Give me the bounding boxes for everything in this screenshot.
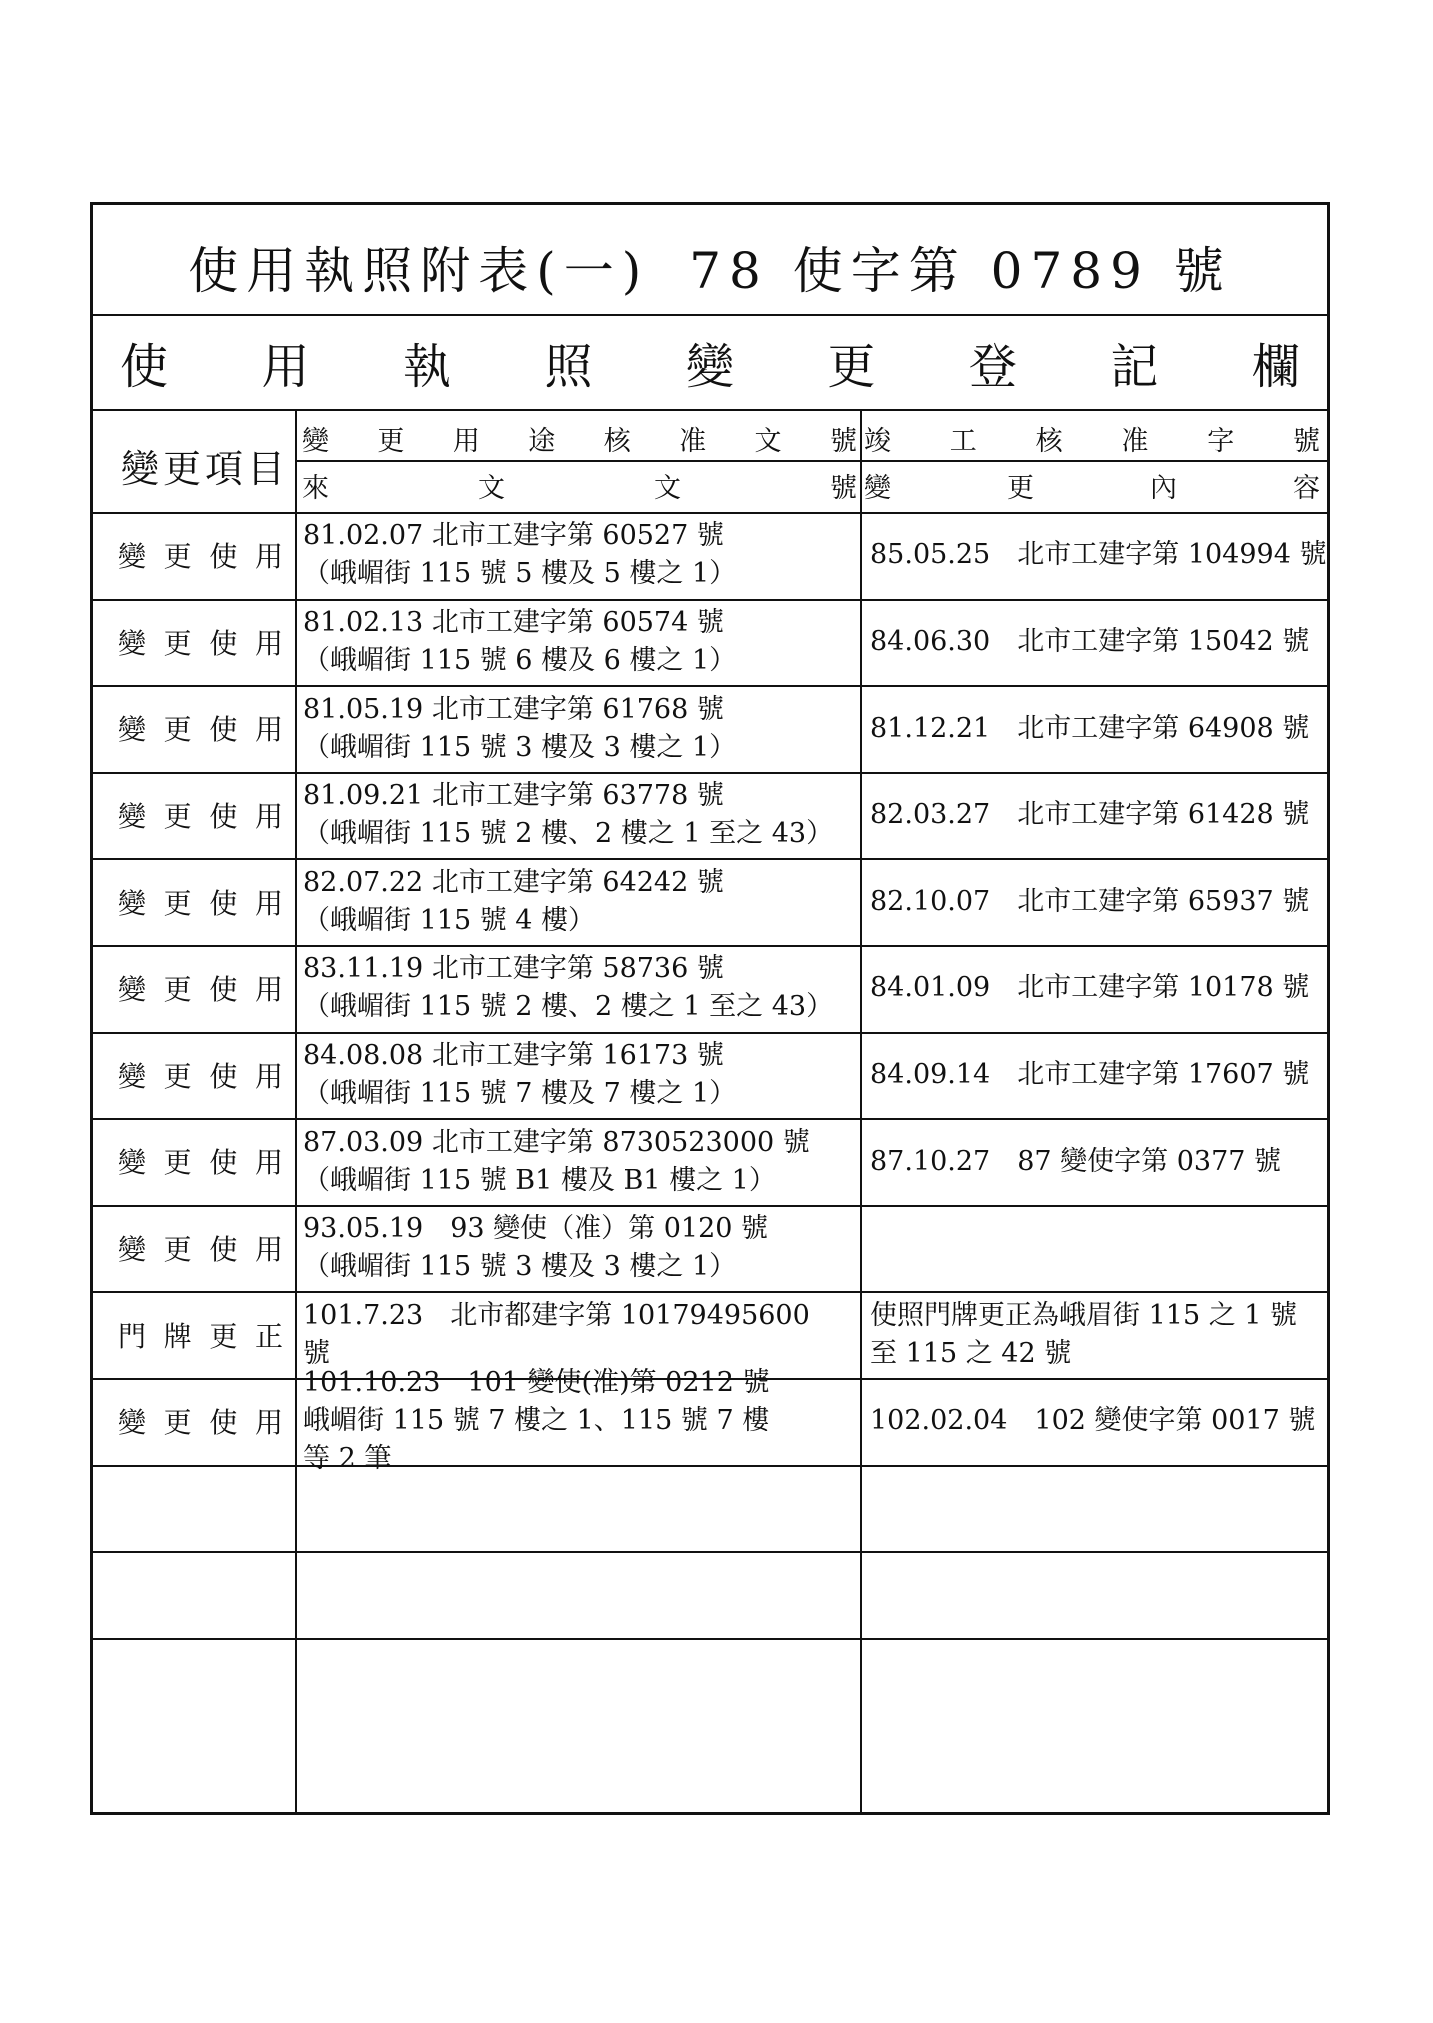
header-char: 准 — [679, 425, 707, 457]
item-char: 使 — [209, 1233, 238, 1267]
approval-doc-line: （峨嵋街 115 號 5 樓及 5 樓之 1） — [303, 558, 737, 590]
divider — [90, 314, 1330, 316]
header-char: 文 — [478, 472, 505, 504]
completion-cell — [870, 710, 1309, 748]
approval-doc-cell — [303, 517, 736, 593]
approval-doc-line: 84.08.08 北市工建字第 16173 號 — [303, 1039, 724, 1071]
approval-doc-cell — [303, 1297, 810, 1373]
item-char: 使 — [209, 800, 238, 834]
item-char: 更 — [163, 886, 192, 920]
item-char: 使 — [209, 1146, 238, 1180]
header-approval-doc-no — [302, 418, 857, 458]
header-char: 號 — [1292, 425, 1320, 457]
row-change-item — [118, 1291, 283, 1378]
item-char: 用 — [254, 800, 283, 834]
approval-doc-line: 81.02.07 北市工建字第 60527 號 — [303, 520, 724, 552]
approval-doc-line: 87.03.09 北市工建字第 8730523000 號 — [303, 1126, 810, 1158]
completion-cell — [870, 536, 1326, 574]
row-change-item — [118, 1378, 283, 1465]
item-char: 變 — [118, 1059, 147, 1093]
approval-doc-line: 峨嵋街 115 號 7 樓之 1、115 號 7 樓 — [303, 1405, 770, 1437]
approval-doc-line: 101.7.23 北市都建字第 10179495600 — [303, 1299, 810, 1331]
completion-line: 82.03.27 北市工建字第 61428 號 — [870, 799, 1310, 831]
completion-line: 85.05.25 北市工建字第 104994 號 — [870, 539, 1327, 571]
completion-line: 使照門牌更正為峨眉街 115 之 1 號 — [870, 1299, 1298, 1331]
completion-line: 84.06.30 北市工建字第 15042 號 — [870, 625, 1310, 657]
grid-line — [295, 460, 1330, 462]
completion-line: 102.02.04 102 變使字第 0017 號 — [870, 1405, 1316, 1437]
item-char: 用 — [254, 1146, 283, 1180]
item-char: 變 — [118, 626, 147, 660]
item-char: 使 — [209, 886, 238, 920]
header-char: 工 — [949, 425, 977, 457]
header-char: 更 — [1007, 472, 1034, 504]
title-char: 用 — [261, 338, 310, 395]
approval-doc-cell — [303, 950, 833, 1026]
divider — [90, 409, 1330, 411]
item-char: 更 — [163, 540, 192, 574]
item-char: 使 — [209, 713, 238, 747]
item-char: 使 — [209, 1406, 238, 1440]
header-char: 核 — [603, 425, 631, 457]
approval-doc-line: （峨嵋街 115 號 3 樓及 3 樓之 1） — [303, 1251, 737, 1283]
title-char: 登 — [968, 338, 1017, 395]
item-char: 用 — [254, 973, 283, 1007]
approval-doc-cell — [303, 1037, 736, 1113]
completion-line: 至 115 之 42 號 — [870, 1337, 1072, 1369]
approval-doc-line: 等 2 筆 — [303, 1443, 392, 1475]
approval-doc-line: 101.10.23 101 變使(准)第 0212 號 — [303, 1367, 770, 1399]
item-char: 更 — [163, 626, 192, 660]
header-char: 文 — [754, 425, 782, 457]
item-char: 用 — [254, 540, 283, 574]
item-char: 變 — [118, 1233, 147, 1267]
row-change-item — [118, 1551, 283, 1638]
approval-doc-cell — [303, 604, 736, 680]
row-change-item — [118, 685, 283, 772]
title-char: 使 — [120, 338, 169, 395]
row-change-item — [118, 599, 283, 686]
completion-cell — [870, 796, 1309, 834]
completion-line: 84.01.09 北市工建字第 10178 號 — [870, 972, 1310, 1004]
item-char: 用 — [254, 1406, 283, 1440]
completion-cell — [870, 1056, 1309, 1094]
approval-doc-line: 81.09.21 北市工建字第 63778 號 — [303, 780, 724, 812]
item-char: 更 — [163, 713, 192, 747]
approval-doc-line: （峨嵋街 115 號 4 樓） — [303, 904, 596, 936]
approval-doc-line: 81.05.19 北市工建字第 61768 號 — [303, 693, 724, 725]
permit-sheet — [90, 202, 1330, 1815]
header-char: 內 — [1150, 472, 1177, 504]
approval-doc-line: （峨嵋街 115 號 3 樓及 3 樓之 1） — [303, 731, 737, 763]
title-char: 欄 — [1251, 338, 1300, 395]
approval-doc-line: 93.05.19 93 變使（准）第 0120 號 — [303, 1213, 769, 1245]
approval-doc-line: （峨嵋街 115 號 6 樓及 6 樓之 1） — [303, 644, 737, 676]
approval-doc-line: 號 — [303, 1337, 330, 1369]
header-change-content — [864, 464, 1320, 506]
item-char: 變 — [118, 973, 147, 1007]
completion-line: 84.09.14 北市工建字第 17607 號 — [870, 1058, 1310, 1090]
approval-doc-cell — [303, 1364, 769, 1478]
row-change-item — [118, 1465, 283, 1552]
approval-doc-cell — [303, 1124, 810, 1200]
row-change-item — [118, 1032, 283, 1119]
title-char: 更 — [827, 338, 876, 395]
item-char: 使 — [209, 1059, 238, 1093]
item-char: 用 — [254, 1059, 283, 1093]
header-char: 核 — [1035, 425, 1063, 457]
row-change-item — [118, 858, 283, 945]
item-char: 更 — [209, 1319, 238, 1353]
header-char: 竣 — [864, 425, 891, 457]
item-char: 用 — [254, 713, 283, 747]
header-char: 號 — [830, 472, 857, 504]
row-change-item — [118, 772, 283, 859]
header-char: 文 — [654, 472, 681, 504]
item-char: 變 — [118, 1406, 147, 1440]
completion-cell — [870, 969, 1309, 1007]
completion-cell — [870, 1402, 1315, 1440]
item-char: 使 — [209, 626, 238, 660]
header-char: 容 — [1293, 472, 1320, 504]
grid-line — [295, 409, 297, 1815]
header-completion-no — [864, 418, 1320, 458]
section-title — [120, 322, 1300, 402]
item-char: 用 — [254, 1233, 283, 1267]
item-char: 用 — [254, 886, 283, 920]
item-char: 使 — [209, 973, 238, 1007]
header-change-item: 變更項目 — [120, 446, 289, 491]
row-change-item — [118, 1638, 283, 1725]
completion-cell — [870, 623, 1309, 661]
approval-doc-line: 81.02.13 北市工建字第 60574 號 — [303, 606, 724, 638]
header-char: 字 — [1207, 425, 1235, 457]
item-char: 用 — [254, 626, 283, 660]
approval-doc-cell — [303, 864, 724, 940]
grid-line — [860, 409, 862, 1815]
item-char: 變 — [118, 886, 147, 920]
approval-doc-cell — [303, 1210, 768, 1286]
completion-cell — [870, 1297, 1297, 1373]
completion-cell — [870, 1143, 1281, 1181]
item-char: 變 — [118, 800, 147, 834]
approval-doc-line: 82.07.22 北市工建字第 64242 號 — [303, 866, 724, 898]
item-char: 使 — [209, 540, 238, 574]
item-char: 變 — [118, 713, 147, 747]
header-char: 變 — [302, 425, 329, 457]
item-char: 更 — [163, 1233, 192, 1267]
approval-doc-cell — [303, 691, 736, 767]
approval-doc-line: （峨嵋街 115 號 2 樓、2 樓之 1 至之 43） — [303, 818, 834, 850]
title-char: 照 — [544, 338, 593, 395]
approval-doc-line: （峨嵋街 115 號 B1 樓及 B1 樓之 1） — [303, 1164, 776, 1196]
title-char: 記 — [1110, 338, 1159, 395]
item-char: 變 — [118, 540, 147, 574]
item-char: 更 — [163, 1146, 192, 1180]
item-char: 牌 — [163, 1319, 192, 1353]
completion-cell — [870, 883, 1309, 921]
header-char: 號 — [829, 425, 857, 457]
permit-number: 78 使字第 0789 號 — [689, 242, 1232, 300]
title-main: 使用執照附表(一) — [188, 242, 650, 300]
approval-doc-line: （峨嵋街 115 號 2 樓、2 樓之 1 至之 43） — [303, 991, 834, 1023]
header-char: 更 — [377, 425, 405, 457]
item-char: 門 — [118, 1319, 147, 1353]
row-change-item — [118, 512, 283, 599]
header-char: 用 — [452, 425, 480, 457]
item-char: 變 — [118, 1146, 147, 1180]
item-char: 正 — [254, 1319, 283, 1353]
item-char: 更 — [163, 973, 192, 1007]
item-char: 更 — [163, 1059, 192, 1093]
approval-doc-cell — [303, 777, 833, 853]
document-title — [90, 222, 1330, 312]
completion-line: 81.12.21 北市工建字第 64908 號 — [870, 712, 1310, 744]
row-change-item — [118, 1118, 283, 1205]
row-change-item — [118, 1205, 283, 1292]
completion-line: 87.10.27 87 變使字第 0377 號 — [870, 1145, 1282, 1177]
header-char: 來 — [302, 472, 329, 504]
approval-doc-line: 83.11.19 北市工建字第 58736 號 — [303, 953, 724, 985]
title-char: 變 — [685, 338, 734, 395]
item-char: 更 — [163, 1406, 192, 1440]
approval-doc-line: （峨嵋街 115 號 7 樓及 7 樓之 1） — [303, 1077, 737, 1109]
title-char: 執 — [402, 338, 451, 395]
completion-line: 82.10.07 北市工建字第 65937 號 — [870, 885, 1310, 917]
header-char: 變 — [864, 472, 891, 504]
header-incoming-doc-no — [302, 464, 857, 506]
header-char: 准 — [1121, 425, 1149, 457]
header-char: 途 — [528, 425, 556, 457]
row-change-item — [118, 945, 283, 1032]
item-char: 更 — [163, 800, 192, 834]
